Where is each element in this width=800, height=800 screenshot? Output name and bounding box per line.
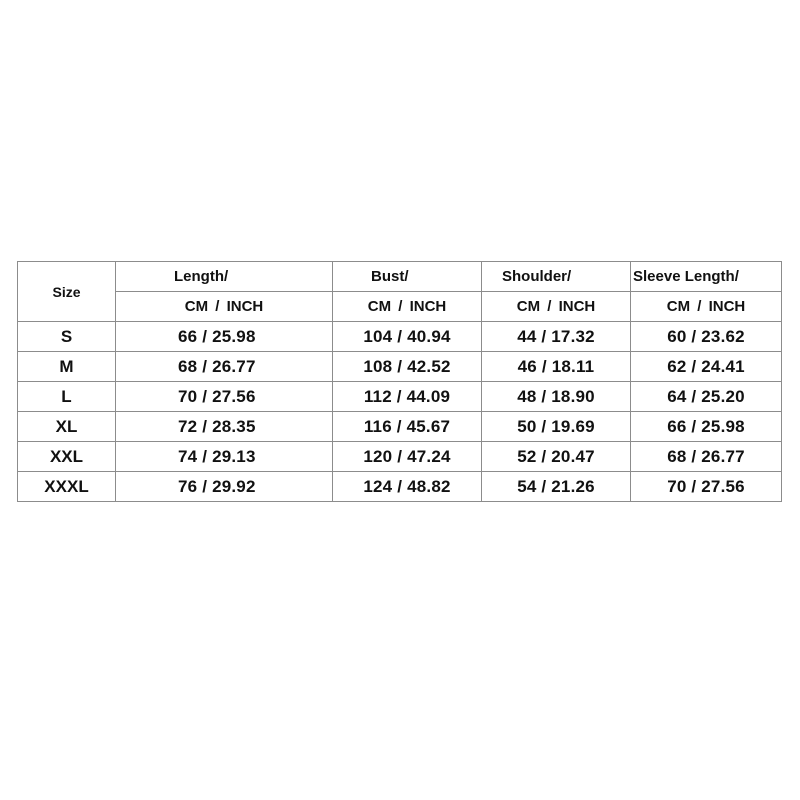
bust-units: CM / INCH	[333, 292, 482, 322]
table-row	[18, 472, 782, 502]
shoulder-units: CM / INCH	[482, 292, 631, 322]
shoulder-cell: 50 / 19.69	[482, 412, 631, 442]
table-row	[18, 442, 782, 472]
length-cell: 66 / 25.98	[116, 322, 333, 352]
shoulder-cell: 52 / 20.47	[482, 442, 631, 472]
size-cell: XXXL	[18, 472, 116, 502]
size-cell: XXL	[18, 442, 116, 472]
length-cell: 68 / 26.77	[116, 352, 333, 382]
table-row	[18, 322, 782, 352]
length-column-header: Length/	[116, 262, 333, 292]
table-row	[18, 382, 782, 412]
bust-column-header: Bust/	[333, 262, 482, 292]
length-cell: 72 / 28.35	[116, 412, 333, 442]
length-cell: 70 / 27.56	[116, 382, 333, 412]
bust-cell: 116 / 45.67	[333, 412, 482, 442]
sleeve-length-column-header: Sleeve Length/	[631, 262, 782, 292]
size-cell: XL	[18, 412, 116, 442]
shoulder-cell: 54 / 21.26	[482, 472, 631, 502]
sleeve-length-cell: 70 / 27.56	[631, 472, 782, 502]
size-cell: S	[18, 322, 116, 352]
length-cell: 76 / 29.92	[116, 472, 333, 502]
header-row	[18, 262, 782, 292]
bust-cell: 124 / 48.82	[333, 472, 482, 502]
length-units: CM / INCH	[116, 292, 333, 322]
bust-cell: 112 / 44.09	[333, 382, 482, 412]
bust-cell: 104 / 40.94	[333, 322, 482, 352]
bust-cell: 108 / 42.52	[333, 352, 482, 382]
shoulder-column-header: Shoulder/	[482, 262, 631, 292]
sleeve-length-cell: 62 / 24.41	[631, 352, 782, 382]
shoulder-cell: 44 / 17.32	[482, 322, 631, 352]
table-row	[18, 412, 782, 442]
table-row	[18, 352, 782, 382]
units-row	[18, 292, 782, 322]
bust-cell: 120 / 47.24	[333, 442, 482, 472]
sleeve-length-cell: 68 / 26.77	[631, 442, 782, 472]
sleeve-length-cell: 64 / 25.20	[631, 382, 782, 412]
shoulder-cell: 48 / 18.90	[482, 382, 631, 412]
length-cell: 74 / 29.13	[116, 442, 333, 472]
sleeve-length-cell: 66 / 25.98	[631, 412, 782, 442]
size-chart-table	[17, 261, 782, 502]
size-column-header: Size	[18, 262, 116, 322]
sleeve-length-cell: 60 / 23.62	[631, 322, 782, 352]
size-cell: L	[18, 382, 116, 412]
shoulder-cell: 46 / 18.11	[482, 352, 631, 382]
size-cell: M	[18, 352, 116, 382]
sleeve-length-units: CM / INCH	[631, 292, 782, 322]
